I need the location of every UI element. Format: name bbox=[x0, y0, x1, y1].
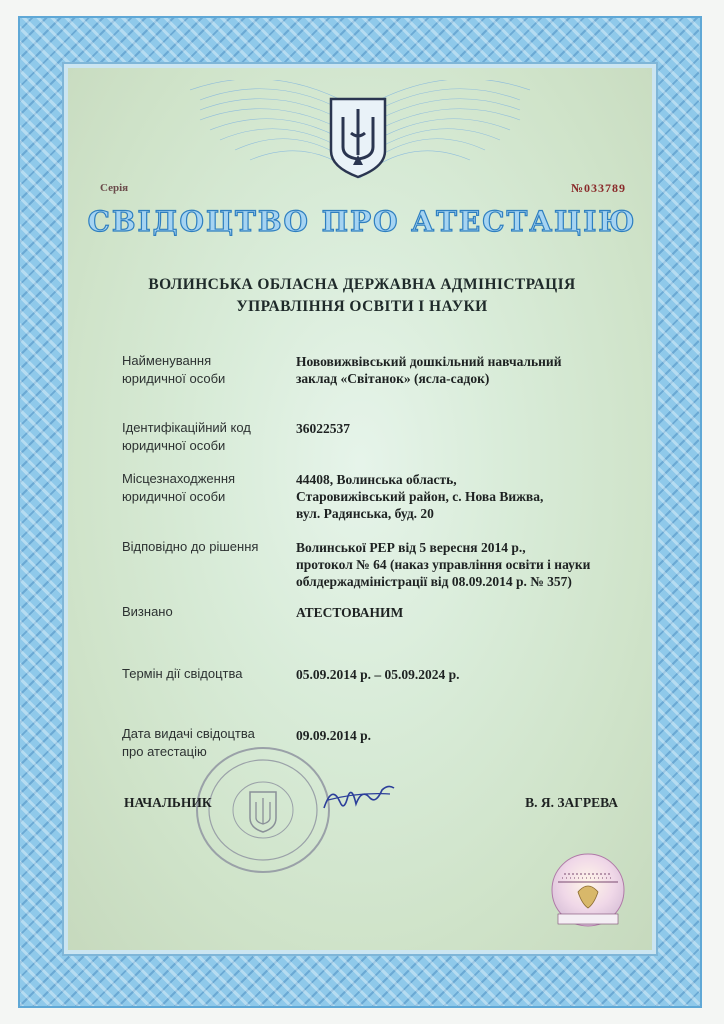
location-label bbox=[122, 470, 292, 506]
issue-date-label-line1: Дата видачі свідоцтва bbox=[122, 726, 255, 741]
decision-value-line2: протокол № 64 (наказ управління освіти і науки bbox=[296, 557, 591, 572]
decision-label: Відповідно до рішення bbox=[122, 539, 259, 554]
name-value-line2: заклад «Світанок» (ясла-садок) bbox=[296, 371, 490, 386]
hologram-sticker-icon bbox=[544, 852, 632, 932]
name-label-line1: Найменування bbox=[122, 353, 212, 368]
recognized-label: Визнано bbox=[122, 604, 173, 619]
code-label-line1: Ідентифікаційний код bbox=[122, 420, 251, 435]
issuer-department: УПРАВЛІННЯ ОСВІТИ І НАУКИ bbox=[236, 298, 488, 315]
signatory-name: В. Я. ЗАГРЕВА bbox=[525, 795, 618, 810]
certificate-title: СВІДОЦТВО ПРО АТЕСТАЦІЮ bbox=[87, 205, 637, 238]
series-label: Серія bbox=[100, 182, 129, 194]
issuer-administration: ВОЛИНСЬКА ОБЛАСНА ДЕРЖАВНА АДМІНІСТРАЦІЯ bbox=[148, 276, 576, 293]
name-value-line1: Нововижвівський дошкільний навчальний bbox=[296, 354, 562, 369]
term-label: Термін дії свідоцтва bbox=[122, 666, 243, 681]
location-label-line2: юридичної особи bbox=[122, 489, 226, 504]
signature-icon bbox=[318, 778, 398, 818]
round-seal-icon bbox=[192, 744, 334, 876]
location-value-line3: вул. Радянська, буд. 20 bbox=[296, 506, 434, 521]
issue-date-label-line2: про атестацію bbox=[122, 744, 207, 759]
location-value bbox=[296, 471, 626, 522]
decision-value-line3: облдержадміністрації від 08.09.2014 р. № 357) bbox=[296, 574, 572, 589]
location-label-line1: Місцезнаходження bbox=[122, 471, 236, 486]
name-value bbox=[296, 353, 626, 387]
code-label bbox=[122, 419, 292, 455]
term-value: 05.09.2014 р. – 05.09.2024 р. bbox=[296, 667, 460, 682]
decision-value-line1: Волинської РЕР від 5 вересня 2014 р., bbox=[296, 540, 526, 555]
decision-value bbox=[296, 539, 626, 590]
issue-date-value: 09.09.2014 р. bbox=[296, 728, 372, 743]
signatory-position: НАЧАЛЬНИК bbox=[124, 795, 212, 810]
name-label bbox=[122, 352, 292, 388]
code-label-line2: юридичної особи bbox=[122, 438, 226, 453]
location-value-line2: Старовижівський район, с. Нова Вижва, bbox=[296, 489, 544, 504]
code-value: 36022537 bbox=[296, 421, 350, 436]
recognized-value: АТЕСТОВАНИМ bbox=[296, 605, 404, 620]
series-number: №033789 bbox=[570, 181, 626, 195]
name-label-line2: юридичної особи bbox=[122, 371, 226, 386]
tryzub-icon bbox=[325, 95, 391, 181]
location-value-line1: 44408, Волинська область, bbox=[296, 472, 457, 487]
